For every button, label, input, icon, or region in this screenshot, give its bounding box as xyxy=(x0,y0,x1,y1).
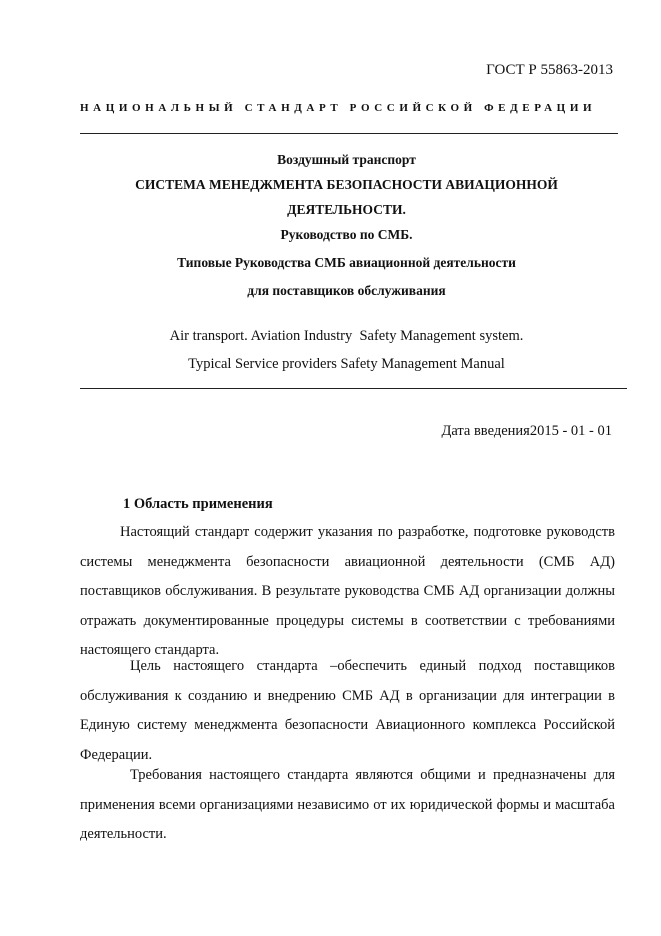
title-line-4: Руководство по СМБ. xyxy=(280,227,413,242)
title-line-3: ДЕЯТЕЛЬНОСТИ. xyxy=(287,202,406,217)
section-heading: 1 Область применения xyxy=(123,496,273,512)
national-standard-heading: НАЦИОНАЛЬНЫЙ СТАНДАРТ РОССИЙСКОЙ ФЕДЕРАЦИИ xyxy=(80,102,597,114)
paragraph-3: Требования настоящего стандарта являются общими и предназначены для применения всеми организациями независимо от их юридической формы и масштаба деятельности. xyxy=(80,767,615,843)
date-label: Дата введения xyxy=(441,423,530,439)
paragraph-1: Настоящий стандарт содержит указания по разработке, подготовке руководств системы менеджмента безопасности авиационной деятельности (СМБ АД) поставщиков обслуживания. В результате руководства СМБ АД организации должны отражать документированные процедуры системы в соответствии с требованиями настоящего стандарта. xyxy=(80,524,615,659)
bottom-divider xyxy=(80,388,627,389)
paragraph-2: Цель настоящего стандарта –обеспечить единый подход поставщиков обслуживания к созданию и внедрению СМБ АД в организации для интеграции в Единую систему менеджмента безопасности Авиационного комплекса Российской Федерации. xyxy=(80,658,615,763)
top-divider xyxy=(80,133,618,134)
title-line-2: СИСТЕМА МЕНЕДЖМЕНТА БЕЗОПАСНОСТИ АВИАЦИОННОЙ xyxy=(135,177,558,192)
english-title-line-1: Air transport. Aviation Industry Safety Management system. xyxy=(169,328,524,344)
title-line-5: Типовые Руководства СМБ авиационной деятельности xyxy=(177,255,516,270)
title-line-1: Воздушный транспорт xyxy=(277,152,416,167)
title-line-6: для поставщиков обслуживания xyxy=(247,283,446,298)
document-code: ГОСТ Р 55863-2013 xyxy=(486,62,613,78)
english-title xyxy=(80,322,613,378)
introduction-date xyxy=(441,423,612,440)
english-title-line-2: Typical Service providers Safety Management Manual xyxy=(188,356,505,372)
document-title xyxy=(80,147,613,303)
date-value: 2015 - 01 - 01 xyxy=(529,423,612,439)
